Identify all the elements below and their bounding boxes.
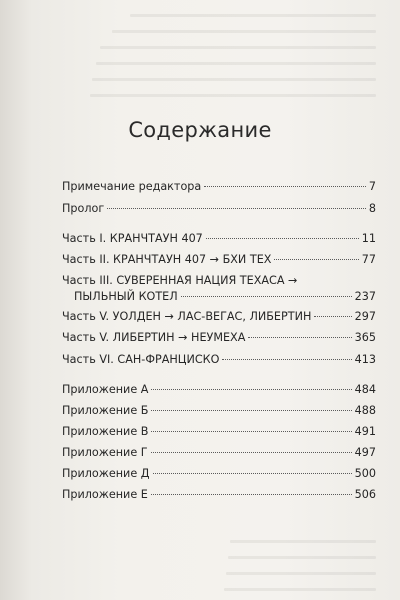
toc-entry-page: 491 bbox=[354, 425, 376, 438]
show-through-text bbox=[130, 14, 376, 17]
leader-dots bbox=[222, 359, 351, 360]
leader-dots bbox=[107, 208, 366, 209]
toc-entry-page: 77 bbox=[361, 253, 376, 266]
toc-entry-label: Примечание редактора bbox=[62, 180, 202, 193]
leader-dots bbox=[181, 296, 352, 297]
show-through-text bbox=[100, 46, 376, 49]
toc-entry-page: 297 bbox=[354, 310, 376, 323]
show-through-text bbox=[224, 588, 376, 591]
toc-entry-page: 237 bbox=[354, 290, 376, 303]
toc-entry bbox=[62, 202, 376, 215]
toc-entry-page: 413 bbox=[354, 353, 376, 366]
leader-dots bbox=[314, 316, 351, 317]
leader-dots bbox=[206, 238, 359, 239]
leader-dots bbox=[151, 452, 352, 453]
toc-entry bbox=[62, 488, 376, 501]
toc-entry-page: 506 bbox=[354, 488, 376, 501]
toc-entry-label: Приложение В bbox=[62, 425, 149, 438]
toc-entry bbox=[62, 180, 376, 193]
show-through-text bbox=[92, 78, 376, 81]
toc-entry-label: Пролог bbox=[62, 202, 105, 215]
page-title: Содержание bbox=[128, 118, 272, 142]
leader-dots bbox=[151, 410, 351, 411]
toc-entry-label: Часть I. КРАНЧТАУН 407 bbox=[62, 232, 203, 245]
show-through-text bbox=[226, 572, 376, 575]
toc-entry-label: ПЫЛЬНЫЙ КОТЕЛ bbox=[74, 290, 178, 303]
toc-entry-label: Часть II. КРАНЧТАУН 407 → БХИ ТЕХ bbox=[62, 253, 272, 266]
show-through-text bbox=[96, 62, 376, 65]
toc-entry-label: Приложение Б bbox=[62, 404, 149, 417]
leader-dots bbox=[248, 337, 351, 338]
leader-dots bbox=[153, 473, 352, 474]
toc-entry bbox=[62, 383, 376, 396]
toc-entry bbox=[62, 467, 376, 480]
show-through-text bbox=[112, 30, 376, 33]
toc-entry-page: 8 bbox=[368, 202, 376, 215]
toc-entry-label: Часть VI. САН-ФРАНЦИСКО bbox=[62, 353, 220, 366]
leader-dots bbox=[151, 389, 351, 390]
toc-entry-label: Приложение А bbox=[62, 383, 149, 396]
leader-dots bbox=[151, 431, 351, 432]
toc-entry-label: Приложение Д bbox=[62, 467, 150, 480]
toc-entry bbox=[62, 353, 376, 366]
leader-dots bbox=[204, 186, 366, 187]
leader-dots bbox=[274, 259, 358, 260]
toc-entry-page: 365 bbox=[354, 331, 376, 344]
toc-entry-label: Часть V. УОЛДЕН → ЛАС-ВЕГАС, ЛИБЕРТИН bbox=[62, 310, 312, 323]
toc-entry bbox=[62, 446, 376, 459]
toc-entry bbox=[62, 232, 376, 245]
toc-entry bbox=[62, 404, 376, 417]
toc-entry bbox=[62, 310, 376, 323]
show-through-text bbox=[90, 94, 376, 97]
toc-entry-page: 484 bbox=[354, 383, 376, 396]
toc-entry-label: Часть V. ЛИБЕРТИН → НЕУМЕХА bbox=[62, 331, 246, 344]
toc-entry-label: Приложение Г bbox=[62, 446, 148, 459]
show-through-text bbox=[228, 556, 376, 559]
toc-entry bbox=[74, 290, 376, 303]
show-through-text bbox=[230, 540, 376, 543]
toc-entry bbox=[62, 425, 376, 438]
toc-entry-label-line1: Часть III. СУВЕРЕННАЯ НАЦИЯ ТЕХАСА → bbox=[62, 274, 298, 287]
leader-dots bbox=[151, 494, 352, 495]
toc-entry bbox=[62, 331, 376, 344]
toc-entry-page: 7 bbox=[368, 180, 376, 193]
toc-entry-page: 497 bbox=[354, 446, 376, 459]
toc-entry-page: 488 bbox=[354, 404, 376, 417]
toc-entry-page: 500 bbox=[354, 467, 376, 480]
toc-entry-label: Приложение Е bbox=[62, 488, 148, 501]
toc-entry bbox=[62, 253, 376, 266]
toc-entry-page: 11 bbox=[361, 232, 376, 245]
